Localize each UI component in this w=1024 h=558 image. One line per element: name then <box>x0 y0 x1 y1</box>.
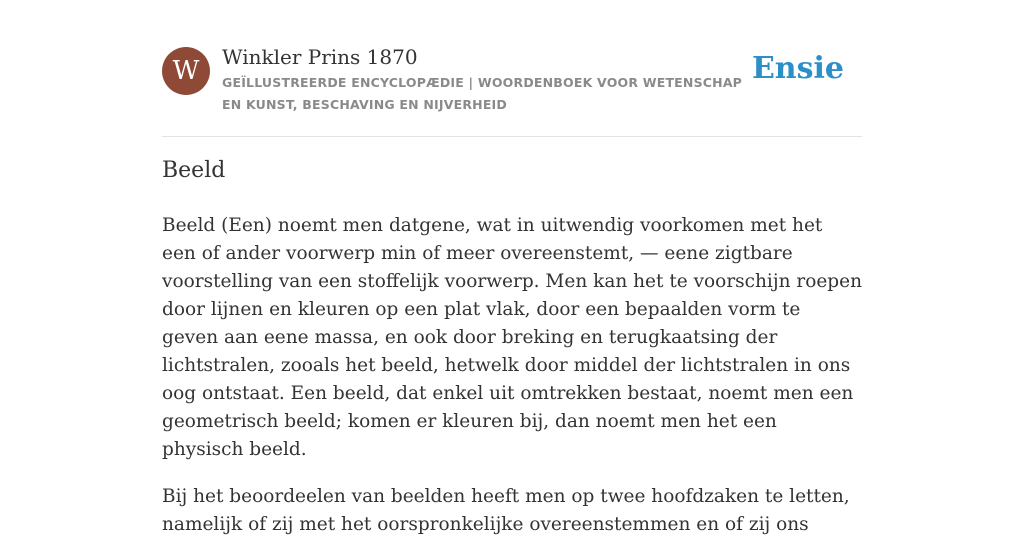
source-subtitle: GEÏLLUSTREERDE ENCYCLOPÆDIE | WOORDENBOEK VOOR WETENSCHAP EN KUNST, BESCHAVING EN NIJVERHEID <box>222 75 743 112</box>
source-title-link[interactable]: Winkler Prins 1870 <box>222 45 418 69</box>
entry-paragraph: Bij het beoordeelen van beelden heeft men op twee hoofdzaken te letten, namelijk of zij met het oorspronkelijke overeenstemmen en of zij ons <box>162 486 850 535</box>
source-avatar[interactable]: W <box>162 47 210 95</box>
entry-paragraph: Beeld (Een) noemt men datgene, wat in uitwendig voorkomen met het een of ander voorwerp min of meer overeenstemt, — eene zigtbare voorstelling van een stoffelijk voorwerp. Men kan het te voorschijn roepen door lijnen en kleuren op een plat vlak, door een bepaalden vorm te geven aan eene massa, en ook door breking en terugkaatsing der lichtstralen, zooals het beeld, hetwelk door middel der lichtstralen in ons oog ontstaat. Een beeld, dat enkel uit omtrekken bestaat, noemt men een geometrisch beeld; komen er kleuren bij, dan noemt men het een physisch beeld. <box>162 215 863 460</box>
source-header <box>162 0 862 137</box>
ensie-logo-link[interactable]: Ensie <box>751 51 844 86</box>
entry-title: Beeld <box>162 158 226 183</box>
entry-body <box>162 212 862 558</box>
page-container <box>162 0 863 535</box>
